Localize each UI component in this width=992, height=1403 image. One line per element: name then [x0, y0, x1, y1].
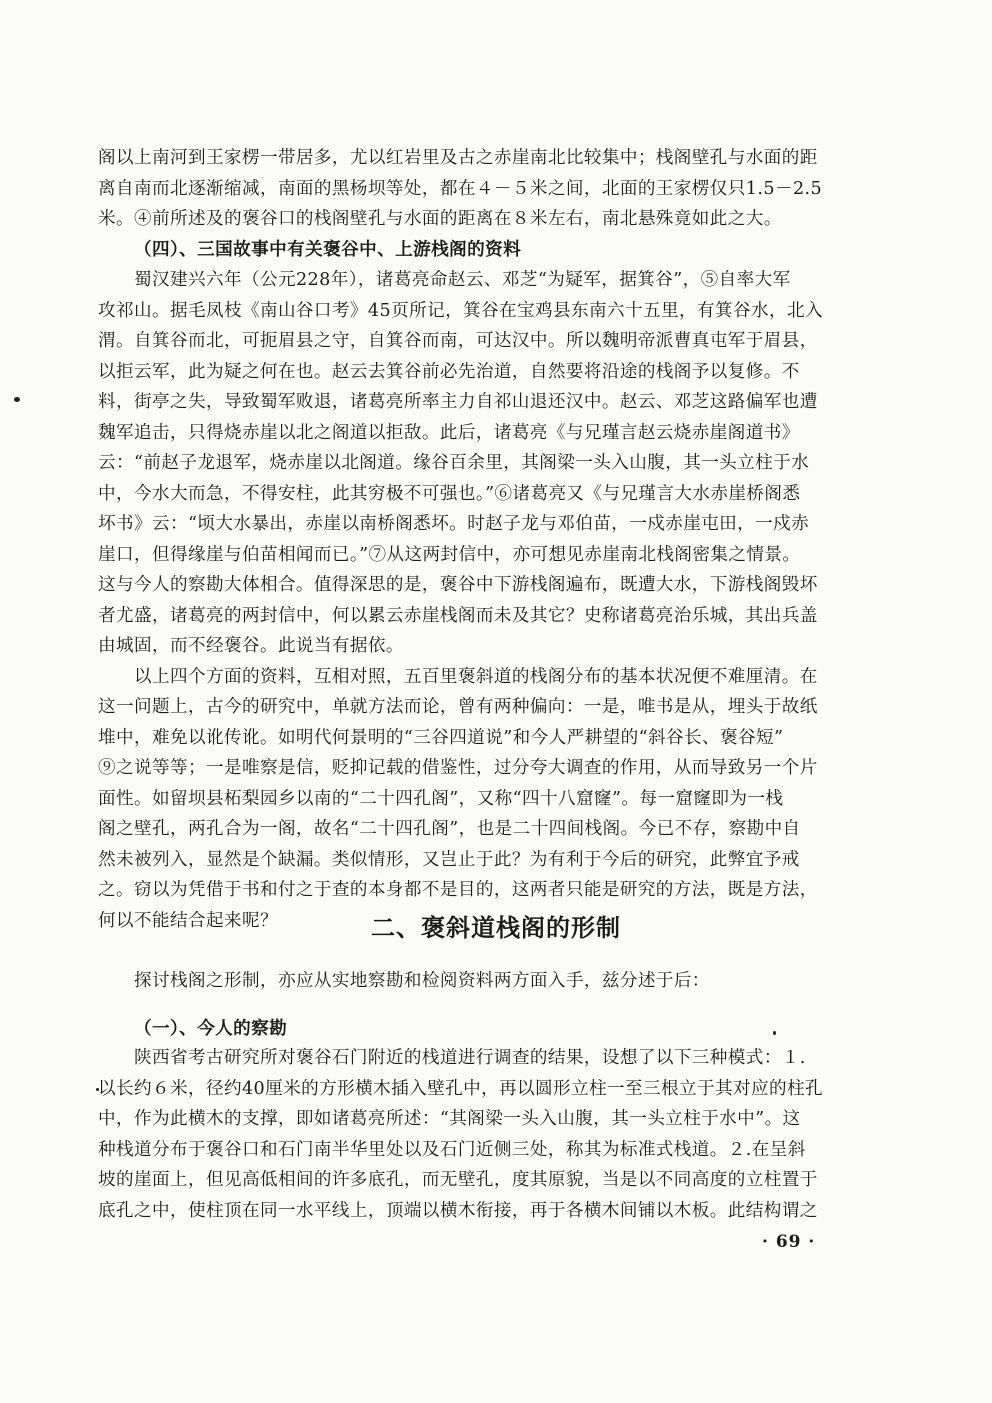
text-line: 坡的崖面上，但见高低相间的许多底孔，而无壁孔，度其原貌，当是以不同高度的立柱置于 [98, 1170, 818, 1190]
text-line: 攻祁山。据毛凤枝《南山谷口考》45页所记，箕谷在宝鸡县东南六十五里，有箕谷水，北入 [98, 300, 823, 321]
text-line: 之。窃以为凭借于书和付之于查的本身都不是目的，这两者只能是研究的方法，既是方法， [98, 880, 818, 900]
text-line: 以长约６米，径约40厘米的方形横木插入壁孔中，再以圆形立柱一至三根立于其对应的柱孔 [98, 1078, 823, 1099]
text-line: 中，作为此横木的支撑，即如诸葛亮所述：“其阁梁一头入山腹，其一头立柱于水中”。这 [98, 1109, 801, 1129]
text-line: 者尤盛，诸葛亮的两封信中，何以累云赤崖栈阁而未及其它？史称诸葛亮治乐城，其出兵盖 [98, 605, 818, 626]
text-line: 米。④前所述及的褒谷口的栈阁壁孔与水面的距离在８米左右，南北悬殊竟如此之大。 [98, 209, 782, 229]
text-line: 底孔之中，使柱顶在同一水平线上，顶端以横木衔接，再于各横木间铺以木板。此结构谓之 [98, 1200, 818, 1221]
text-line: 这一问题上，古今的研究中，单就方法而论，曾有两种偏向：一是，唯书是从，埋头于故纸 [98, 697, 818, 717]
text-line: 阁之壁孔，两孔合为一阁，故名“二十四孔阁”，也是二十四间栈阁。今已不存，察勘中自 [98, 819, 801, 839]
body-text-bottom [98, 1043, 868, 1226]
section-title: 二、褒斜道栈阁的形制 [371, 913, 621, 942]
page-number: · 69 · [762, 1232, 816, 1252]
text-line: ⑨之说等等；一是唯察是信，贬抑记载的借鉴性，过分夸大调查的作用，从而导致另一个片 [98, 758, 818, 778]
scan-speck [14, 397, 20, 402]
text-line: 蜀汉建兴六年（公元228年），诸葛亮命赵云、邓芝“为疑军，据箕谷”，⑤自率大军 [134, 270, 791, 290]
subsection-heading-1-wrap [98, 1014, 868, 1045]
text-line: 阁以上南河到王家楞一带居多，尤以红岩里及古之赤崖南北比较集中；栈阁壁孔与水面的距 [98, 148, 818, 168]
text-line: 陕西省考古研究所对褒谷石门附近的栈道进行调查的结果，设想了以下三种模式：１. [134, 1048, 806, 1068]
body-text-top [98, 143, 868, 936]
text-line: 这与今人的察勘大体相合。值得深思的是，褒谷中下游栈阁遍布，既遭大水，下游栈阁毁坏 [98, 575, 818, 595]
text-line: 云：“前赵子龙退军，烧赤崖以北阁道。缘谷百余里，其阁梁一头入山腹，其一头立柱于水 [98, 453, 810, 473]
text-line: 种栈道分布于褒谷口和石门南半华里处以及石门近侧三处，称其为标准式栈道。２.在呈斜 [98, 1139, 806, 1160]
text-line: 以拒云军，此为疑之何在也。赵云去箕谷前必先治道，自然要将沿途的栈阁予以复修。不 [98, 361, 800, 382]
text-line: 中，今水大而急，不得安柱，此其穷极不可强也。”⑥诸葛亮又《与兄瑾言大水赤崖桥阁悉 [98, 483, 801, 504]
section-intro [98, 966, 868, 997]
text-line: 坏书》云：“顷大水暴出，赤崖以南桥阁悉坏。时赵子龙与邓伯苗，一戍赤崖屯田，一戍赤 [98, 514, 810, 534]
text-line: 崖口，但得缘崖与伯苗相闻而已。”⑦从这两封信中，亦可想见赤崖南北栈阁密集之情景。 [98, 544, 801, 565]
text-line: 魏军追击，只得烧赤崖以北之阁道以拒敌。此后，诸葛亮《与兄瑾言赵云烧赤崖阁道书》 [98, 422, 800, 443]
text-line: 探讨栈阁之形制，亦应从实地察勘和检阅资料两方面入手，兹分述于后： [134, 971, 710, 991]
subsection-heading-4: （四）、三国故事中有关褒谷中、上游栈阁的资料 [134, 238, 522, 260]
text-line: 渭。自箕谷而北，可扼眉县之守，自箕谷而南，可达汉中。所以魏明帝派曹真屯军于眉县， [98, 331, 818, 351]
text-line: 以上四个方面的资料，互相对照，五百里褒斜道的栈阁分布的基本状况便不难厘清。在 [134, 666, 818, 687]
text-line: 何以不能结合起来呢？ [98, 910, 278, 931]
text-line: 离自南而北逐渐缩减，南面的黑杨坝等处，都在４－５米之间，北面的王家楞仅只1.5－2.5 [98, 178, 823, 199]
text-line: 料，街亭之失，导致蜀军败退，诸葛亮所率主力自祁山退还汉中。赵云、邓芝这路偏军也遭 [98, 392, 818, 412]
text-line: 堆中，难免以讹传讹。如明代何景明的“三谷四道说”和今人严耕望的“斜谷长、褒谷短” [98, 727, 784, 748]
text-line: 面性。如留坝县柘梨园乡以南的“二十四孔阁”，又称“四十八窟窿”。每一窟窿即为一栈 [98, 788, 784, 809]
text-line: 由城固，而不经褒谷。此说当有据依。 [98, 636, 404, 656]
subsection-heading-1: （一）、今人的察勘 [134, 1018, 288, 1039]
text-line: 然未被列入，显然是个缺漏。类似情形，又岂止于此？为有利于今后的研究，此弊宜予戒 [98, 849, 800, 870]
